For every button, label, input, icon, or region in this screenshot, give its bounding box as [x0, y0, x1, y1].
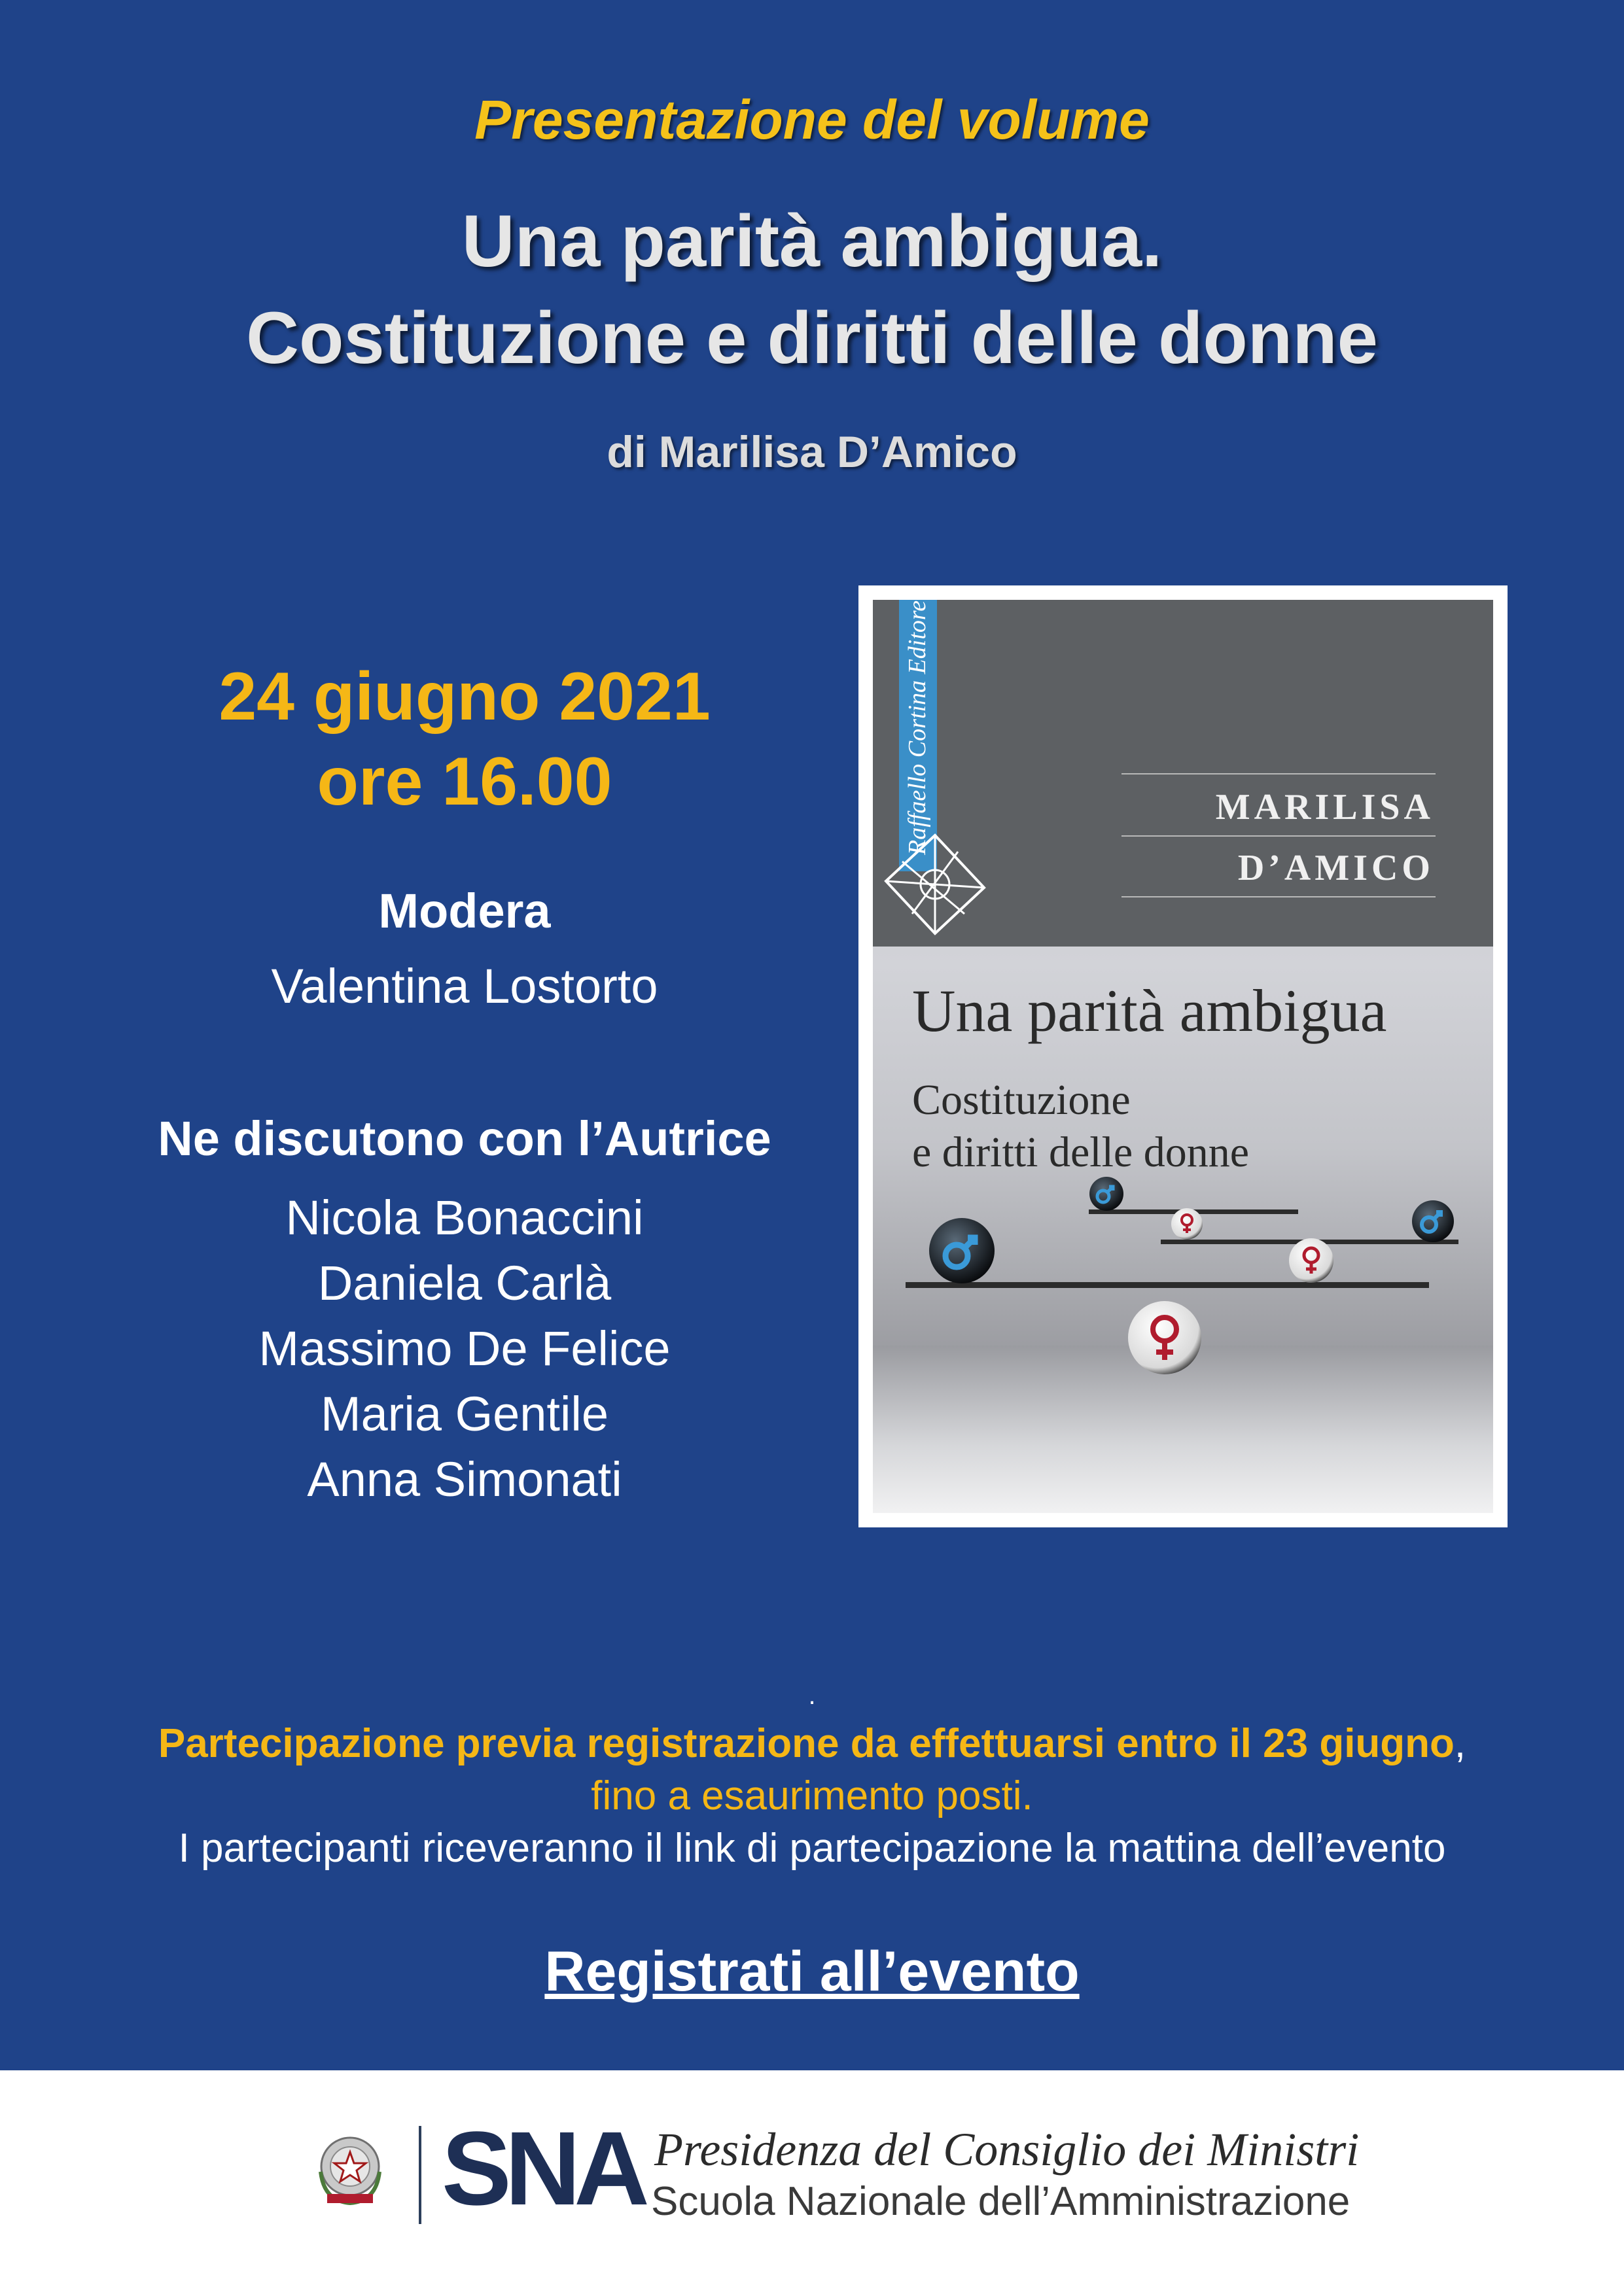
cover-subtitle: [912, 1074, 1249, 1179]
discussants-heading: Ne discutono con l’Autrice: [158, 1111, 771, 1166]
moderator-heading: Modera: [378, 884, 551, 938]
cover-author-last: D’AMICO: [1237, 848, 1434, 888]
discussant: Maria Gentile: [320, 1387, 609, 1441]
male-symbol-icon: [929, 1218, 995, 1283]
registration-info: I partecipanti riceveranno il link di partecipazione la mattina dell’evento: [178, 1826, 1446, 1871]
italian-republic-emblem-icon: [308, 2126, 393, 2211]
scuola-text: Scuola Nazionale dell’Amministrazione: [651, 2179, 1350, 2224]
female-symbol-icon: [1289, 1238, 1333, 1283]
publisher-logo-icon: [873, 816, 997, 940]
discussant: Nicola Bonaccini: [285, 1191, 644, 1245]
male-symbol-icon: [1412, 1200, 1454, 1242]
presidenza-text: Presidenza del Consiglio dei Ministri: [654, 2123, 1360, 2176]
male-symbol-icon: [1089, 1177, 1123, 1211]
author-line: di Marilisa D’Amico: [607, 427, 1017, 477]
discussant: Anna Simonati: [307, 1452, 622, 1506]
cover-title: Una parità ambigua: [912, 977, 1387, 1044]
cover-rule: [1121, 835, 1436, 837]
cover-rule: [1121, 773, 1436, 774]
registration-comma: ,: [1454, 1721, 1466, 1766]
balance-scale-illustration: [873, 1175, 1493, 1391]
discussants-list: [92, 1185, 838, 1512]
discussant: Daniela Carlà: [317, 1256, 612, 1310]
title-line-1: Una parità ambigua.: [461, 200, 1163, 282]
female-symbol-icon: [1171, 1208, 1203, 1240]
book-cover-frame: [858, 585, 1508, 1527]
event-date: 24 giugno 2021: [219, 659, 711, 735]
publisher-name: Raffaello Cortina Editore: [904, 600, 931, 855]
event-datetime: [92, 654, 838, 824]
register-link[interactable]: Registrati all’evento: [544, 1940, 1080, 2003]
moderator-name: Valentina Lostorto: [271, 959, 658, 1013]
separator-dot: .: [808, 1681, 816, 1710]
footer-divider: [419, 2126, 421, 2224]
sna-logo: SNA: [442, 2110, 643, 2227]
cover-rule: [1121, 896, 1436, 897]
book-title: [0, 193, 1624, 387]
book-cover: [873, 600, 1493, 1513]
registration-limit: fino a esaurimento posti.: [591, 1773, 1033, 1818]
registration-deadline: Partecipazione previa registrazione da effettuarsi entro il 23 giugno: [158, 1721, 1455, 1766]
kicker: Presentazione del volume: [474, 89, 1150, 150]
cover-subtitle-line-2: e diritti delle donne: [912, 1128, 1250, 1176]
registration-notice: [0, 1720, 1624, 1767]
discussant: Massimo De Felice: [258, 1321, 671, 1376]
event-time: ore 16.00: [317, 744, 612, 820]
title-line-2: Costituzione e diritti delle donne: [246, 297, 1378, 379]
cover-subtitle-line-1: Costituzione: [912, 1076, 1131, 1124]
female-symbol-icon: [1128, 1301, 1201, 1374]
cover-author-first: MARILISA: [1215, 787, 1434, 827]
